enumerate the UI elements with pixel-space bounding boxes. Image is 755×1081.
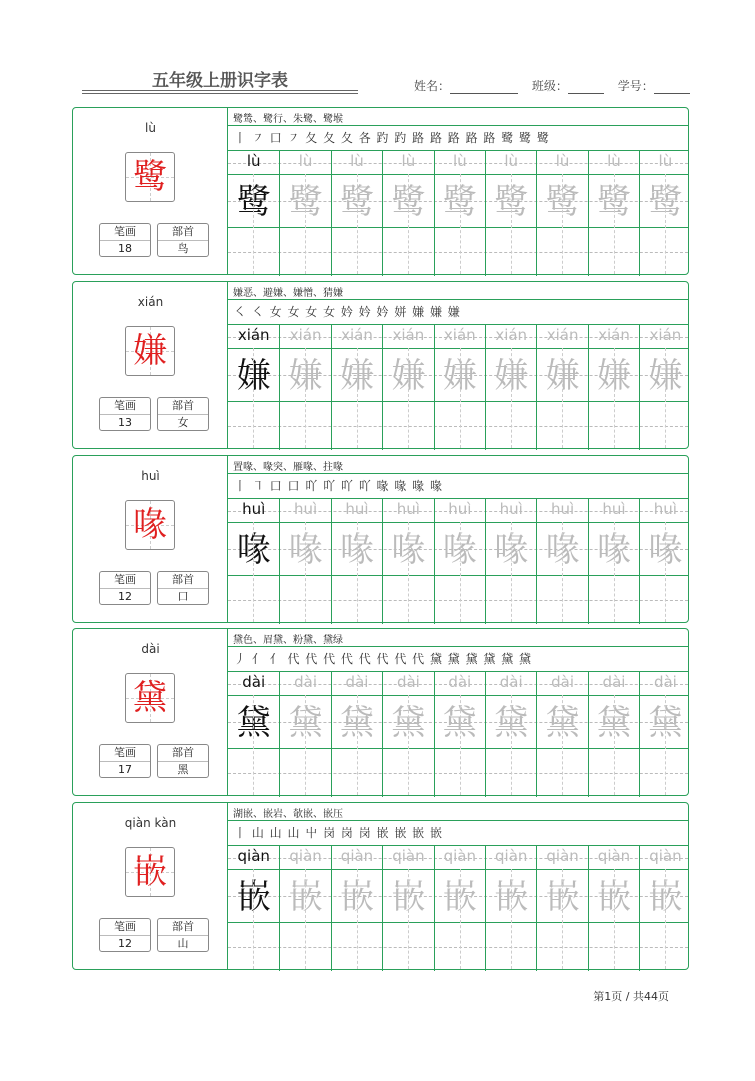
cell-pinyin: dài [294, 673, 318, 691]
cell-pinyin: qiàn [392, 847, 425, 865]
example-words: 鹭鸶、鹭行、朱鹭、鹭堠 [233, 114, 343, 125]
practice-cell[interactable] [434, 498, 485, 624]
name-field[interactable] [450, 81, 518, 94]
practice-cell[interactable] [485, 498, 536, 624]
practice-cell[interactable] [639, 671, 690, 797]
char-card [72, 455, 689, 623]
practice-cell[interactable] [536, 671, 587, 797]
cell-char: 喙 [288, 530, 323, 570]
cell-pinyin: dài [499, 673, 523, 691]
cell-char: 鹭 [391, 182, 426, 222]
cell-pinyin: lù [555, 152, 570, 170]
radical-label: 部首 [158, 398, 208, 415]
cell-char: 黛 [545, 703, 580, 743]
cell-char: 嵌 [442, 877, 477, 917]
cell-pinyin: dài [345, 673, 369, 691]
char-pinyin: qiàn kàn [124, 816, 177, 830]
cell-pinyin: huì [293, 500, 318, 518]
main-char: 嵌 [133, 852, 167, 892]
char-info-panel [73, 456, 228, 622]
cell-pinyin: qiàn [597, 847, 631, 865]
practice-area [228, 629, 688, 795]
char-card [72, 628, 689, 796]
radical-label: 部首 [158, 919, 208, 936]
stroke-order: ㇛ ㇛ 女 女 女 女 妗 妗 妗 姘 嫌 嫌 嫌 [234, 305, 461, 319]
radical-box [157, 223, 209, 257]
cell-char: 鹭 [596, 182, 631, 222]
cell-pinyin: xián [392, 326, 425, 344]
char-box [125, 152, 175, 202]
cell-pinyin: dài [448, 673, 472, 691]
cell-char: 喙 [391, 530, 426, 570]
practice-cell[interactable] [331, 671, 382, 797]
cell-pinyin: dài [602, 673, 626, 691]
cell-pinyin: huì [242, 500, 266, 518]
strokes-label: 笔画 [100, 919, 150, 936]
char-info-panel [73, 108, 228, 274]
cell-pinyin: lù [350, 152, 364, 170]
cell-pinyin: xián [237, 326, 270, 344]
example-words: 置喙、喙突、雁喙、拄喙 [233, 462, 343, 473]
strokes-box [99, 744, 151, 778]
practice-grid [228, 150, 688, 276]
cell-char: 黛 [339, 703, 374, 743]
practice-grid [228, 324, 688, 450]
cell-char: 鹭 [236, 182, 271, 222]
cell-char: 鹭 [442, 182, 477, 222]
cell-char: 嫌 [391, 356, 426, 396]
practice-cell[interactable] [536, 150, 587, 276]
practice-cell[interactable] [536, 498, 587, 624]
practice-cell[interactable] [536, 845, 587, 971]
cell-pinyin: xián [443, 326, 476, 344]
practice-grid [228, 671, 688, 797]
practice-cell[interactable] [434, 671, 485, 797]
title-underline [82, 90, 358, 91]
example-words: 湖嵌、嵌岩、欹嵌、嵌压 [233, 809, 343, 820]
char-box [125, 500, 175, 550]
char-card [72, 107, 689, 275]
cell-pinyin: huì [396, 500, 420, 518]
practice-cell[interactable] [331, 150, 382, 276]
cell-char: 黛 [494, 703, 529, 743]
stroke-order: 丨 ㇇ 口 ㇇ 夂 夂 夂 各 趵 趵 路 路 路 路 路 鹭 鹭 鹭 [234, 131, 550, 145]
cell-char: 嵌 [391, 877, 426, 917]
cell-pinyin: qiàn [289, 847, 322, 865]
radical-value: 女 [177, 416, 189, 429]
practice-cell[interactable] [228, 324, 279, 450]
practice-cell[interactable] [382, 498, 433, 624]
stroke-order: 丨 ㇕ 口 口 吖 吖 吖 吖 喙 喙 喙 喙 [234, 479, 443, 493]
practice-cell[interactable] [434, 324, 485, 450]
strokes-label: 笔画 [100, 745, 150, 762]
cell-char: 鹭 [648, 182, 683, 222]
practice-cell[interactable] [279, 671, 330, 797]
cell-char: 嫌 [494, 356, 529, 396]
id-label: 学号： [617, 79, 654, 93]
char-card [72, 802, 689, 970]
class-field[interactable] [568, 81, 604, 94]
practice-cell[interactable] [639, 498, 690, 624]
practice-cell[interactable] [485, 324, 536, 450]
name-label: 姓名： [414, 79, 451, 93]
cell-char: 黛 [442, 703, 477, 743]
practice-cell[interactable] [588, 671, 639, 797]
cell-char: 黛 [236, 703, 271, 743]
page-number: 第1页 / 共44页 [593, 990, 669, 1003]
strokes-value: 12 [118, 590, 132, 603]
cell-pinyin: xián [546, 326, 579, 344]
char-pinyin: xián [137, 295, 164, 309]
cell-char: 黛 [648, 703, 683, 743]
strokes-value: 13 [118, 416, 132, 429]
char-pinyin: dài [141, 642, 160, 656]
practice-cell[interactable] [382, 324, 433, 450]
cell-char: 嵌 [494, 877, 529, 917]
cell-char: 嫌 [236, 356, 271, 396]
cell-char: 喙 [596, 530, 631, 570]
example-words: 嫌恶、避嫌、嫌憎、猜嫌 [233, 288, 343, 299]
cell-pinyin: qiàn [495, 847, 528, 865]
cell-pinyin: xián [289, 326, 322, 344]
main-char: 嫌 [133, 331, 167, 371]
practice-cell[interactable] [485, 671, 536, 797]
cell-pinyin: xián [495, 326, 528, 344]
practice-cell[interactable] [228, 671, 279, 797]
practice-cell[interactable] [434, 845, 485, 971]
strokes-box [99, 223, 151, 257]
practice-cell[interactable] [485, 150, 536, 276]
strokes-box [99, 571, 151, 605]
radical-box [157, 918, 209, 952]
cell-pinyin: huì [602, 500, 626, 518]
cell-char: 喙 [442, 530, 477, 570]
char-info-panel [73, 629, 228, 795]
practice-area [228, 282, 688, 448]
practice-cell[interactable] [536, 324, 587, 450]
cell-char: 嫌 [596, 356, 631, 396]
cell-pinyin: dài [242, 673, 266, 691]
cell-char: 喙 [648, 530, 683, 570]
cell-pinyin: dài [551, 673, 575, 691]
cell-char: 嫌 [442, 356, 477, 396]
practice-cell[interactable] [279, 150, 330, 276]
practice-cell[interactable] [639, 324, 690, 450]
cell-char: 嫌 [288, 356, 323, 396]
strokes-label: 笔画 [100, 224, 150, 241]
cell-char: 嵌 [236, 877, 271, 917]
char-card [72, 281, 689, 449]
cell-pinyin: dài [396, 673, 420, 691]
cell-pinyin: xián [649, 326, 682, 344]
radical-box [157, 397, 209, 431]
practice-cell[interactable] [279, 498, 330, 624]
strokes-label: 笔画 [100, 398, 150, 415]
class-label: 班级： [531, 79, 568, 93]
cell-pinyin: lù [246, 152, 261, 170]
title-underline-2 [82, 93, 358, 94]
practice-cell[interactable] [434, 150, 485, 276]
char-box [125, 326, 175, 376]
cell-char: 喙 [236, 530, 271, 570]
cell-pinyin: qiàn [237, 847, 270, 865]
practice-cell[interactable] [382, 845, 433, 971]
radical-value: 口 [177, 590, 189, 603]
char-pinyin: huì [141, 469, 160, 483]
cell-char: 鹭 [339, 182, 374, 222]
cell-pinyin: lù [658, 152, 673, 170]
practice-cell[interactable] [485, 845, 536, 971]
strokes-box [99, 397, 151, 431]
cell-pinyin: xián [341, 326, 373, 344]
cell-char: 喙 [494, 530, 529, 570]
cell-char: 黛 [391, 703, 426, 743]
radical-label: 部首 [158, 572, 208, 589]
practice-cell[interactable] [588, 498, 639, 624]
radical-label: 部首 [158, 224, 208, 241]
stroke-order: 丨 山 山 山 屮 岗 岗 岗 嵌 嵌 嵌 嵌 [234, 826, 443, 840]
practice-cell[interactable] [382, 671, 433, 797]
cell-pinyin: lù [607, 152, 621, 170]
radical-box [157, 571, 209, 605]
radical-box [157, 744, 209, 778]
cell-pinyin: huì [653, 500, 677, 518]
cell-pinyin: lù [298, 152, 313, 170]
practice-cell[interactable] [228, 845, 279, 971]
cell-pinyin: lù [401, 152, 416, 170]
practice-cell[interactable] [331, 324, 382, 450]
char-info-panel [73, 282, 228, 448]
strokes-value: 18 [118, 242, 132, 255]
practice-area [228, 803, 688, 969]
cell-char: 鹭 [494, 182, 529, 222]
practice-cell[interactable] [588, 150, 639, 276]
practice-cell[interactable] [279, 845, 330, 971]
cell-pinyin: huì [448, 500, 472, 518]
strokes-value: 17 [118, 763, 132, 776]
cell-pinyin: qiàn [443, 847, 476, 865]
cell-pinyin: lù [504, 152, 519, 170]
char-info-panel [73, 803, 228, 969]
student-info [414, 77, 690, 94]
practice-area [228, 456, 688, 622]
practice-cell[interactable] [588, 324, 639, 450]
cell-char: 鹭 [545, 182, 580, 222]
cell-char: 嫌 [339, 356, 374, 396]
cell-char: 嵌 [648, 877, 683, 917]
cell-pinyin: huì [550, 500, 575, 518]
cell-char: 黛 [288, 703, 323, 743]
practice-grid [228, 498, 688, 624]
cell-char: 嫌 [648, 356, 683, 396]
strokes-label: 笔画 [100, 572, 150, 589]
cell-pinyin: qiàn [340, 847, 374, 865]
cell-char: 喙 [545, 530, 580, 570]
practice-cell[interactable] [228, 498, 279, 624]
practice-cell[interactable] [639, 150, 690, 276]
practice-cell[interactable] [331, 845, 382, 971]
cell-pinyin: xián [598, 326, 630, 344]
cell-char: 嵌 [339, 877, 374, 917]
cell-pinyin: dài [653, 673, 677, 691]
cell-pinyin: qiàn [649, 847, 682, 865]
radical-value: 鸟 [177, 242, 189, 255]
cell-char: 嵌 [288, 877, 323, 917]
cell-char: 喙 [339, 530, 374, 570]
practice-cell[interactable] [331, 498, 382, 624]
char-box [125, 847, 175, 897]
cell-char: 嫌 [545, 356, 580, 396]
radical-label: 部首 [158, 745, 208, 762]
cell-pinyin: qiàn [546, 847, 579, 865]
stroke-order: 丿 亻 亻 代 代 代 代 代 代 代 代 黛 黛 黛 黛 黛 黛 [234, 652, 533, 666]
main-char: 鹭 [133, 157, 167, 197]
cell-pinyin: huì [499, 500, 523, 518]
practice-cell[interactable] [228, 150, 279, 276]
main-char: 喙 [133, 505, 167, 545]
char-box [125, 673, 175, 723]
strokes-box [99, 918, 151, 952]
page-title: 五年级上册识字表 [152, 71, 288, 91]
cell-pinyin: huì [345, 500, 369, 518]
id-field[interactable] [654, 81, 690, 94]
practice-grid [228, 845, 688, 971]
cell-pinyin: lù [452, 152, 467, 170]
practice-cell[interactable] [279, 324, 330, 450]
radical-value: 黑 [177, 763, 189, 776]
practice-cell[interactable] [382, 150, 433, 276]
practice-area [228, 108, 688, 274]
char-pinyin: lù [145, 121, 156, 135]
practice-cell[interactable] [588, 845, 639, 971]
radical-value: 山 [177, 937, 189, 950]
practice-cell[interactable] [639, 845, 690, 971]
example-words: 黛色、眉黛、粉黛、黛绿 [233, 635, 343, 646]
strokes-value: 12 [118, 937, 132, 950]
main-char: 黛 [133, 678, 167, 718]
cell-char: 嵌 [596, 877, 631, 917]
cell-char: 鹭 [288, 182, 323, 222]
cell-char: 黛 [596, 703, 631, 743]
cell-char: 嵌 [545, 877, 580, 917]
